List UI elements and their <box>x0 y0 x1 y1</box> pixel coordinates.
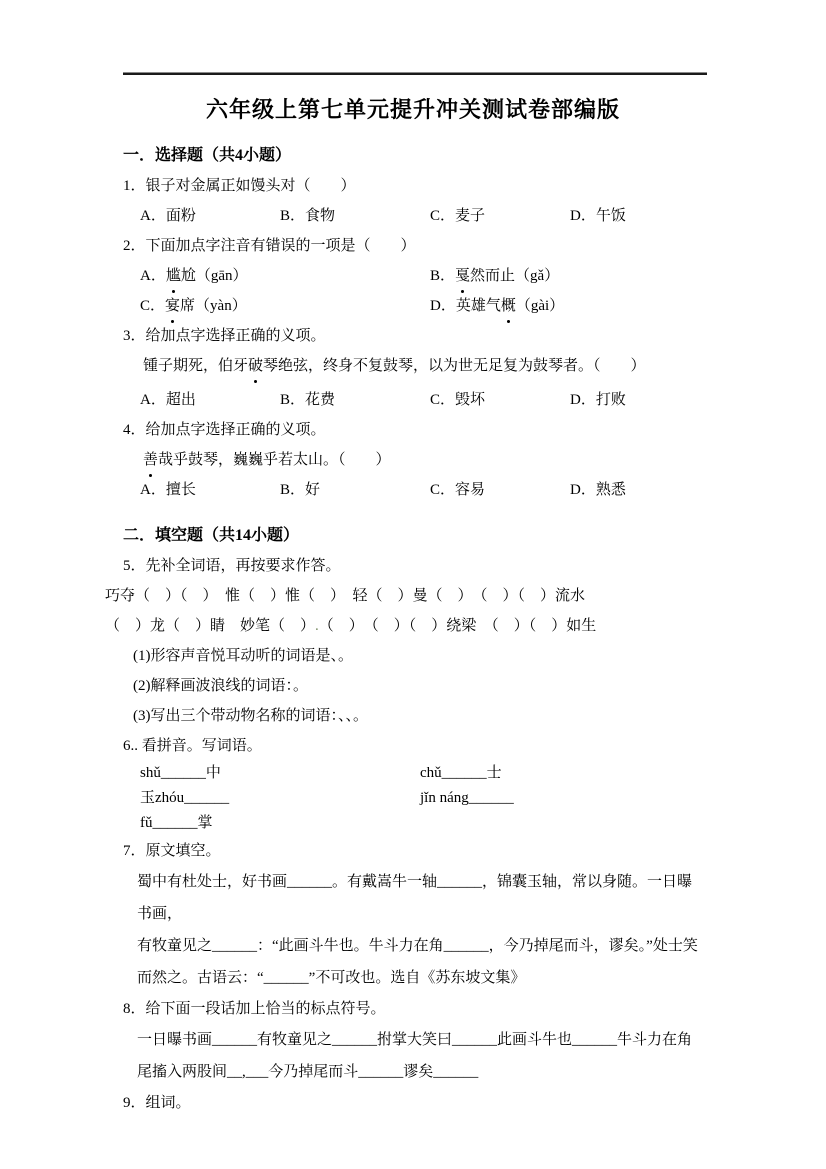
q2-option-d-post: （gài） <box>515 298 565 314</box>
q2-option-d-pre: D．英雄气 <box>430 298 501 314</box>
q3-sentence-dotted-char: 破 <box>248 351 263 381</box>
q4-stem: 4．给加点字选择正确的义项。 <box>123 422 326 438</box>
q2-option-a-post: 尬（gān） <box>180 268 248 284</box>
q3-sentence-pre: 锺子期死，伯牙 <box>143 358 249 374</box>
q2-option-b-pre: B． <box>430 268 456 284</box>
q2-options-row2 <box>123 291 703 321</box>
q2-option-a-dotted-char: 尴 <box>166 261 181 291</box>
q3-option-c: C．毁坏 <box>430 392 486 408</box>
section2-heading: 二．填空题（共14小题） <box>123 527 300 544</box>
q5-words-line1: 巧夺（ ）（ ） 惟（ ）惟（ ） 轻（ ）曼（ ） （ ）（ ）流水 <box>105 588 586 604</box>
q6-row1-right: chǔ______士 <box>420 765 502 781</box>
q2-option-c-pre: C． <box>140 298 166 314</box>
q2-option-a <box>140 261 248 291</box>
q7-passage-line2: 有牧童见之______：“此画斗牛也。牛斗力在角______，今乃掉尾而斗，谬矣。”处士笑 <box>137 938 698 954</box>
q5-subquestion-3: (3)写出三个带动物名称的词语：、、。 <box>133 708 368 724</box>
q1-option-a: A．面粉 <box>140 208 196 224</box>
q2-option-c-dotted-char: 宴 <box>165 291 180 321</box>
q5-subquestion-2: (2)解释画波浪线的词语：。 <box>133 678 308 694</box>
q3-option-d: D．打败 <box>570 392 626 408</box>
q3-option-b: B．花费 <box>280 392 336 408</box>
q1-option-c: C．麦子 <box>430 208 486 224</box>
q8-stem: 8．给下面一段话加上恰当的标点符号。 <box>123 1001 386 1017</box>
q9-stem: 9．组词。 <box>123 1095 191 1111</box>
q1-option-b: B．食物 <box>280 208 336 224</box>
q4-sentence-dotted-char: 善 <box>143 445 158 475</box>
q6-row-2 <box>123 786 703 811</box>
q2-option-b-post: 然而止（gǎ） <box>470 268 560 284</box>
q2-option-a-pre: A． <box>140 268 166 284</box>
q5-words-line2-a: （ ）龙（ ）睛 妙笔（ ） <box>105 618 316 634</box>
paper-content <box>105 141 703 1118</box>
q2-option-b-dotted-char: 戛 <box>455 261 470 291</box>
q7-stem: 7．原文填空。 <box>123 843 221 859</box>
q6-stem: 6.. 看拼音。写词语。 <box>123 738 262 754</box>
section1-heading: 一．选择题（共4小题） <box>123 147 292 164</box>
q3-options-row <box>123 385 703 415</box>
q4-option-c: C．容易 <box>430 482 486 498</box>
q7-passage-line1: 蜀中有杜处士，好书画______。有戴嵩牛一轴______，锦囊玉轴，常以身随。一日曝书画， <box>137 874 693 922</box>
q6-row2-right: jǐn náng______ <box>420 790 514 806</box>
q3-sentence <box>143 351 703 381</box>
page-title: 六年级上第七单元提升冲关测试卷部编版 <box>205 97 620 122</box>
q7-passage-line3: 而然之。古语云：“______”不可改也。选自《苏东坡文集》 <box>137 970 526 986</box>
q2-options-row1 <box>123 261 703 291</box>
q4-option-a: A．擅长 <box>140 482 196 498</box>
q5-words-line2-b: （ ） （ ）（ ）绕梁 （ ）（ ）如生 <box>318 618 597 634</box>
q2-option-c <box>140 291 247 321</box>
q4-option-d: D．熟悉 <box>570 482 626 498</box>
q3-stem: 3．给加点字选择正确的义项。 <box>123 328 326 344</box>
q2-option-d <box>430 291 564 321</box>
q6-row-1 <box>123 761 703 786</box>
q6-row1-left: shǔ______中 <box>140 765 221 781</box>
q8-passage-line1: 一日曝书画______有牧童见之______拊掌大笑曰______此画斗牛也______牛斗力在角 <box>137 1032 693 1048</box>
q4-options-row <box>123 475 703 505</box>
q4-option-b: B．好 <box>280 482 321 498</box>
q3-sentence-post: 琴绝弦，终身不复鼓琴，以为世无足复为鼓琴者。（ ） <box>263 358 646 374</box>
q2-option-b <box>430 261 559 291</box>
q8-passage-line2: 尾搐入两股间__,___今乃掉尾而斗______谬矣______ <box>137 1064 479 1080</box>
q6-row3-left: fǔ______掌 <box>140 815 213 831</box>
q1-options-row <box>123 201 703 231</box>
q1-stem: 1．银子对金属正如馒头对（ ） <box>123 178 356 194</box>
q4-sentence-post: 哉乎鼓琴，巍巍乎若太山。（ ） <box>158 452 391 468</box>
q5-stray-green-dot: . <box>315 618 319 634</box>
q3-option-a: A．超出 <box>140 392 196 408</box>
header-rule <box>123 72 707 75</box>
q4-sentence <box>143 445 703 475</box>
q6-row-3 <box>123 811 703 836</box>
q5-words-line2 <box>105 611 703 641</box>
q2-option-d-dotted-char: 概 <box>501 291 516 321</box>
q1-option-d: D．午饭 <box>570 208 626 224</box>
q5-subquestion-1: (1)形容声音悦耳动听的词语是、。 <box>133 648 353 664</box>
q2-stem: 2．下面加点字注音有错误的一项是（ ） <box>123 238 416 254</box>
q6-row2-left: 玉zhóu______ <box>140 790 230 806</box>
q5-stem: 5．先补全词语，再按要求作答。 <box>123 558 341 574</box>
q2-option-c-post: 席（yàn） <box>180 298 247 314</box>
